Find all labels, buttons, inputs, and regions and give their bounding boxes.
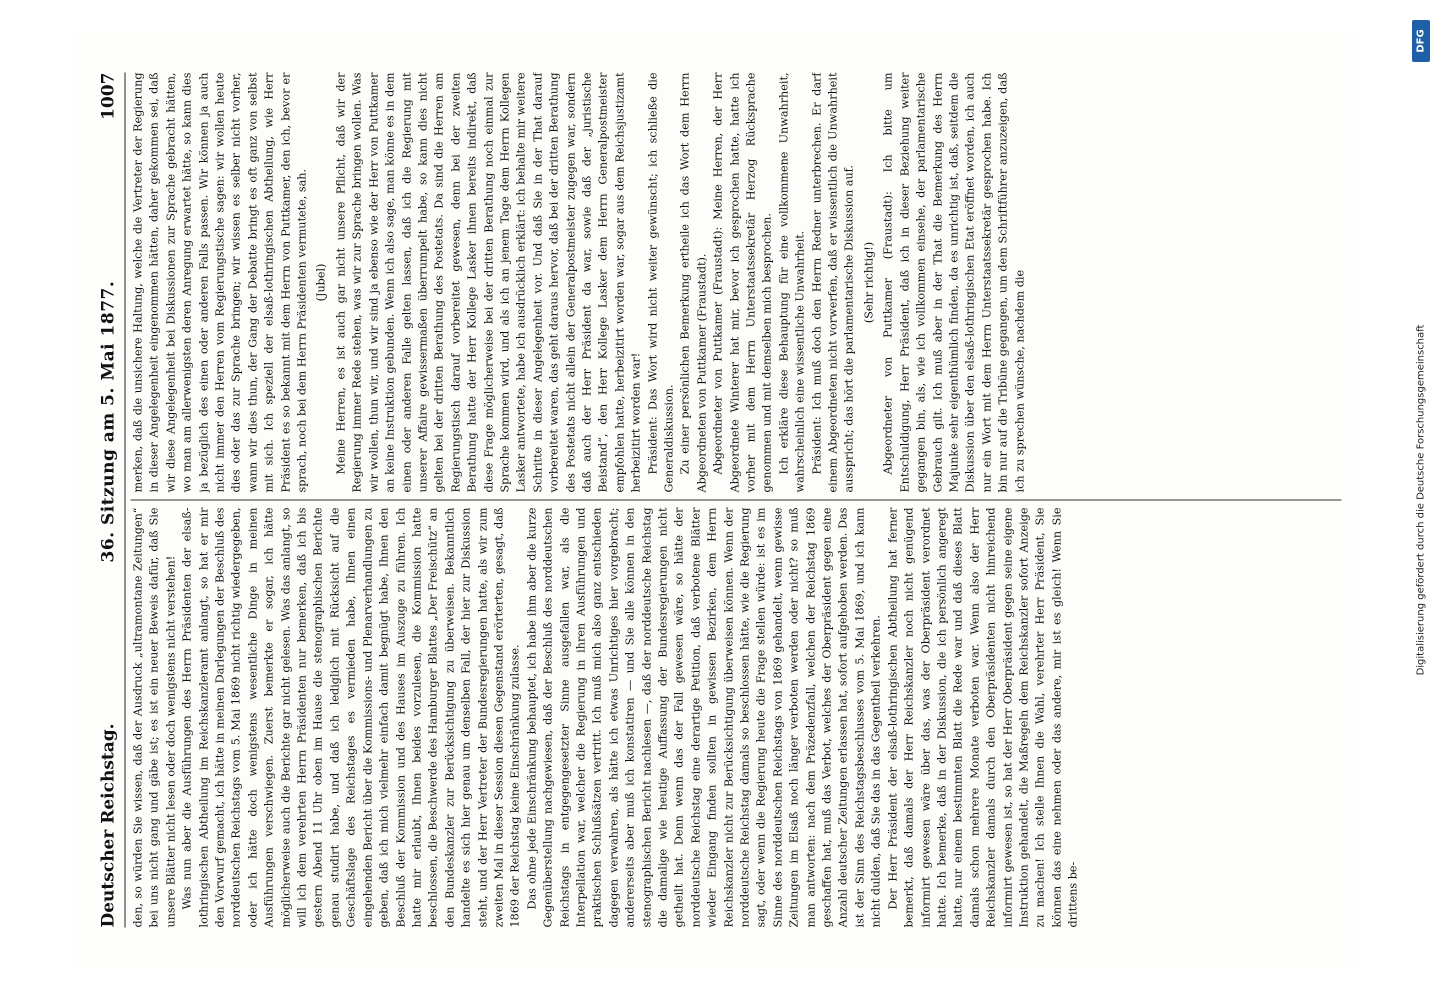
header-session: 36. Sitzung am 5. Mai 1877. — [98, 280, 119, 563]
dfg-logo — [1412, 20, 1430, 62]
paragraph: Ich erkläre diese Behauptung für eine vollkommene Unwahrheit, wahrscheinlich eine wissentliche Unwahrheit. — [777, 72, 807, 493]
interjection: (Sehr richtig!) — [862, 241, 876, 324]
paragraph: Abgeordneter von Puttkamer (Fraustadt): Meine Herren, der Herr Abgeordnete Winterer hat mir, bevor ich gesprochen hatte, hatte ich vorher mit dem Herrn Unterstaatssekretär Herzog Rücksprache genommen und mit demselben mich besprochen. — [711, 72, 774, 493]
paragraph: Abgeordneter von Puttkamer (Fraustadt): Ich bitte um Entschuldigung, Herr Präsident, daß ich in dieser Beziehung weiter gegangen bin, als, wie ich vollkommen einsehe, der parlamentarische Gebrauch gilt. Ich muß aber in der That die Bemerkung des Herrn Majunke sehr eigenthümlich finden, da es unrichtig ist, daß, seitdem die Diskussion über den elsaß-lothringischen Etat eröffnet worden, ich auch nur ein Wort mit dem Herrn Unterstaatssekretär gesprochen habe. Ich bin nur auf die Tribüne gegangen, um dem Schriftführer anzuzeigen, daß ich zu sprechen wünsche, nachdem die — [881, 72, 1027, 493]
column-divider — [131, 500, 1342, 501]
paragraph: Was nun aber die Ausführungen des Herrn Präsidenten der elsaß-lothringischen Abtheilung im Reichskanzleramt anlangt, so hat er mir den Vorwurf gemacht, ich hätte in meinen Darlegungen der Beschluß des norddeutschen Reichstags vom 5. Mai 1869 nicht richtig wiedergegeben, oder ich hätte doch wenigstens wesentliche Dinge in meinen Ausführungen verschwiegen. Zuerst bemerkte er sogar, ich hätte möglicherweise auch die Berichte gar nicht gelesen. Was das anlangt, so will ich dem verehrten Herrn Präsidenten nur bemerken, daß ich bis gestern Abend 11 Uhr oben im Hause die stenographischen Berichte genau studirt habe, und daß ich lediglich mit Rücksicht auf die Geschäftslage des Reichstages es vermieden habe, Ihnen einen eingehenden Bericht über die Kommissions- und Plenarverhandlungen zu geben, daß ich mich vielmehr einfach damit begnügt habe, Ihnen den Beschluß der Kommission und des Hauses im Auszuge zu führen. Ich hatte mir erlaubt, Ihnen beides vorzulesen, die Kommission hatte beschlossen, die Beschwerde des Hamburger Blattes „Der Freischütz“ an den Bundeskanzler zur Berücksichtigung zu überweisen. Bekanntlich handelte es sich hier genau um denselben Fall, der hier zur Diskussion steht, und der Herr Vertreter der Bundesregierungen hatte, als wir zum zweiten Mal in dieser Session diesen Gegenstand erörterten, gesagt, daß 1869 der Reichstag keine Einschränkung zulasse. — [180, 507, 522, 928]
paragraph: merken, daß die unsichere Haltung, welche die Vertreter der Regierung in dieser Angelegenheit eingenommen hätten, daher gekommen sei, daß wir diese Angelegenheit bei Diskussionen zur Sprache gebracht hätten, wo man am allerwenigsten deren Anregung erwartet hätte, so kann dies ja bezüglich des einen oder anderen Falls passen. Wir können ja auch nicht immer den Herren vom Regierungstische sagen: wir wollen heute dies oder das zur Sprache bringen; wir wissen es selber nicht vorher, wann wir dies thun, der Gang der Debatte bringt es oft ganz von selbst mit sich. Ich speziell der elsaß-lothringischen Abtheilung, wie Herr Präsident es so bekannt mit dem Herrn von Puttkamer, den ich, bevor er sprach, noch bei dem Herrn Präsidenten vermutete, sah. — [131, 72, 309, 493]
paragraph: Zu einer persönlichen Bemerkung ertheile ich das Wort dem Herrn Abgeordneten von Puttkamer (Fraustadt). — [678, 72, 709, 493]
paragraph: Das ohne jede Einschränkung behauptet, ich habe ihm aber die kurze Gegenüberstellung nachgewiesen, daß der Beschluß des norddeutschen Reichstags in entgegengesetzter Sinne ausgefallen war, als die Interpellation war, welcher die Regierung in ihren Ausführungen und praktischen Schlußsätzen vertritt. Ich muß mich also ganz entschieden dagegen verwahren, als hätte ich etwas Unrichtiges hier vorgebracht; andererseits aber muß ich konstatiren — und Sie alle können in den stenographischen Bericht nachlesen —, daß der norddeutsche Reichstag die damalige wie heutige Auffassung der Bundesregierungen nicht getheilt hat. Denn wenn das der Fall gewesen wäre, so hätte der norddeutsche Reichstag eine derartige Petition, daß verbotene Blätter wieder Eingang finden sollten in gewissen Bezirken, dem Herrn Reichskanzler nicht zur Berücksichtigung überweisen können. Wenn der norddeutsche Reichstag damals so beschlossen hätte, wie die Regierung sagt, oder wenn die Regierung heute die Frage stellen würde: ist es im Sinne des norddeutschen Reichstags von 1869 gehandelt, wenn gewisse Zeitungen im Elsaß noch länger verboten werden oder nicht? so muß man antworten: nach dem Präzedenzfall, welchen der Reichstag 1869 geschaffen hat, muß das Verbot, welches der Oberpräsident gegen eine Anzahl deutscher Zeitungen erlassen hat, sofort aufgehoben werden. Das ist der Sinn des Reichstagsbeschlusses vom 5. Mai 1869, und ich kann nicht dulden, daß Sie das in das Gegentheil verkehren. — [525, 507, 883, 928]
left-column — [131, 508, 1342, 928]
interjection: (Jubel) — [314, 263, 328, 302]
paragraph: Meine Herren, es ist auch gar nicht unsere Pflicht, daß wir der Regierung immer Rede stehen, was wir zur Sprache bringen wollen. Was wir wollen, thun wir, und wir sind ja ebenso wie der Herr von Puttkamer an keine Instruktion gebunden. Wenn ich also sage, man könne es in dem einen oder anderen Falle gelten lassen, daß ich die Regierung mit unserer Affaire gewissermaßen überrumpelt habe, so kann dies nicht gelten bei der dritten Berathung des Postetats. Da sind die Herren am Regierungstisch darauf vorbereitet gewesen, denn bei der zweiten Berathung hatte der Herr Kollege Lasker ihnen bereits indirekt, daß diese Frage möglicherweise bei der dritten Berathung noch einmal zur Sprache kommen wird, und als ich an jenem Tage dem Herrn Kollegen Lasker antwortete, habe ich ausdrücklich erklärt: ich behalte mir weitere Schritte in dieser Angelegenheit vor. Und daß Sie in der That darauf vorbereitet waren, das geht daraus hervor, daß bei der dritten Berathung des Postetats nicht allein der Generalpostmeister zugegen war, sondern daß auch der Herr Präsident da war, sowie daß der „juristische Beistand“, den Herr Kollege Lasker dem Herrn Generalpostmeister empfohlen hatte, herbeizitirt worden war, sogar aus dem Reichsjustizamt herbeizitirt worden war! — [334, 72, 643, 493]
paragraph: Präsident: Ich muß doch den Herrn Redner unterbrechen. Er darf einem Abgeordneten nicht vorwerfen, daß er wissentlich die Unwahrheit ausspricht; das hört die parlamentarische Diskussion auf. — [810, 72, 856, 493]
page-number: 1007 — [98, 72, 119, 120]
paragraph: Der Herr Präsident der elsaß-lothringischen Abtheilung hat ferner bemerkt, daß damals der Herr Reichskanzler noch nicht genügend informirt gewesen wäre über das, was der Oberpräsident verordnet hatte. Ich bemerke, daß in der Diskussion, die ich persönlich angeregt hatte, nur einem bestimmten Blatt die Rede war und daß dieses Blatt damals schon mehrere Monate verboten war. Wenn also der Herr Reichskanzler damals durch den Oberpräsidenten nicht hinreichend informirt gewesen ist, so hat der Herr Oberpräsident gegen seine eigene Instruktion gehandelt, die Maßregeln dem Reichskanzler sofort Anzeige zu machen! Ich stelle Ihnen die Wahl, verehrter Herr Präsident, Sie können das eine nehmen oder das andere, mir ist es gleich! Wenn Sie drittens be- — [886, 507, 1080, 928]
logo-text: DFG — [1415, 29, 1427, 53]
newspaper-page — [79, 33, 1354, 968]
credit-text: Digitalisierung gefördert durch die Deutsche Forschungsgemeinschaft — [1415, 324, 1427, 676]
paragraph: den, so würden Sie wissen, daß der Ausdruck „ultramontane Zeitungen“ bei uns nicht gang und gäbe ist; es ist ein neuer Beweis dafür, daß Sie unsere Blätter nicht lesen oder doch wenigstens nicht verstehen! — [131, 507, 178, 928]
header-publication: Deutscher Reichstag. — [98, 723, 119, 928]
paragraph: Präsident: Das Wort wird nicht weiter gewünscht; ich schließe die Generaldiskussion. — [646, 72, 676, 493]
page-header — [93, 73, 126, 928]
digitization-credit — [1414, 20, 1428, 980]
right-column — [131, 73, 1342, 493]
